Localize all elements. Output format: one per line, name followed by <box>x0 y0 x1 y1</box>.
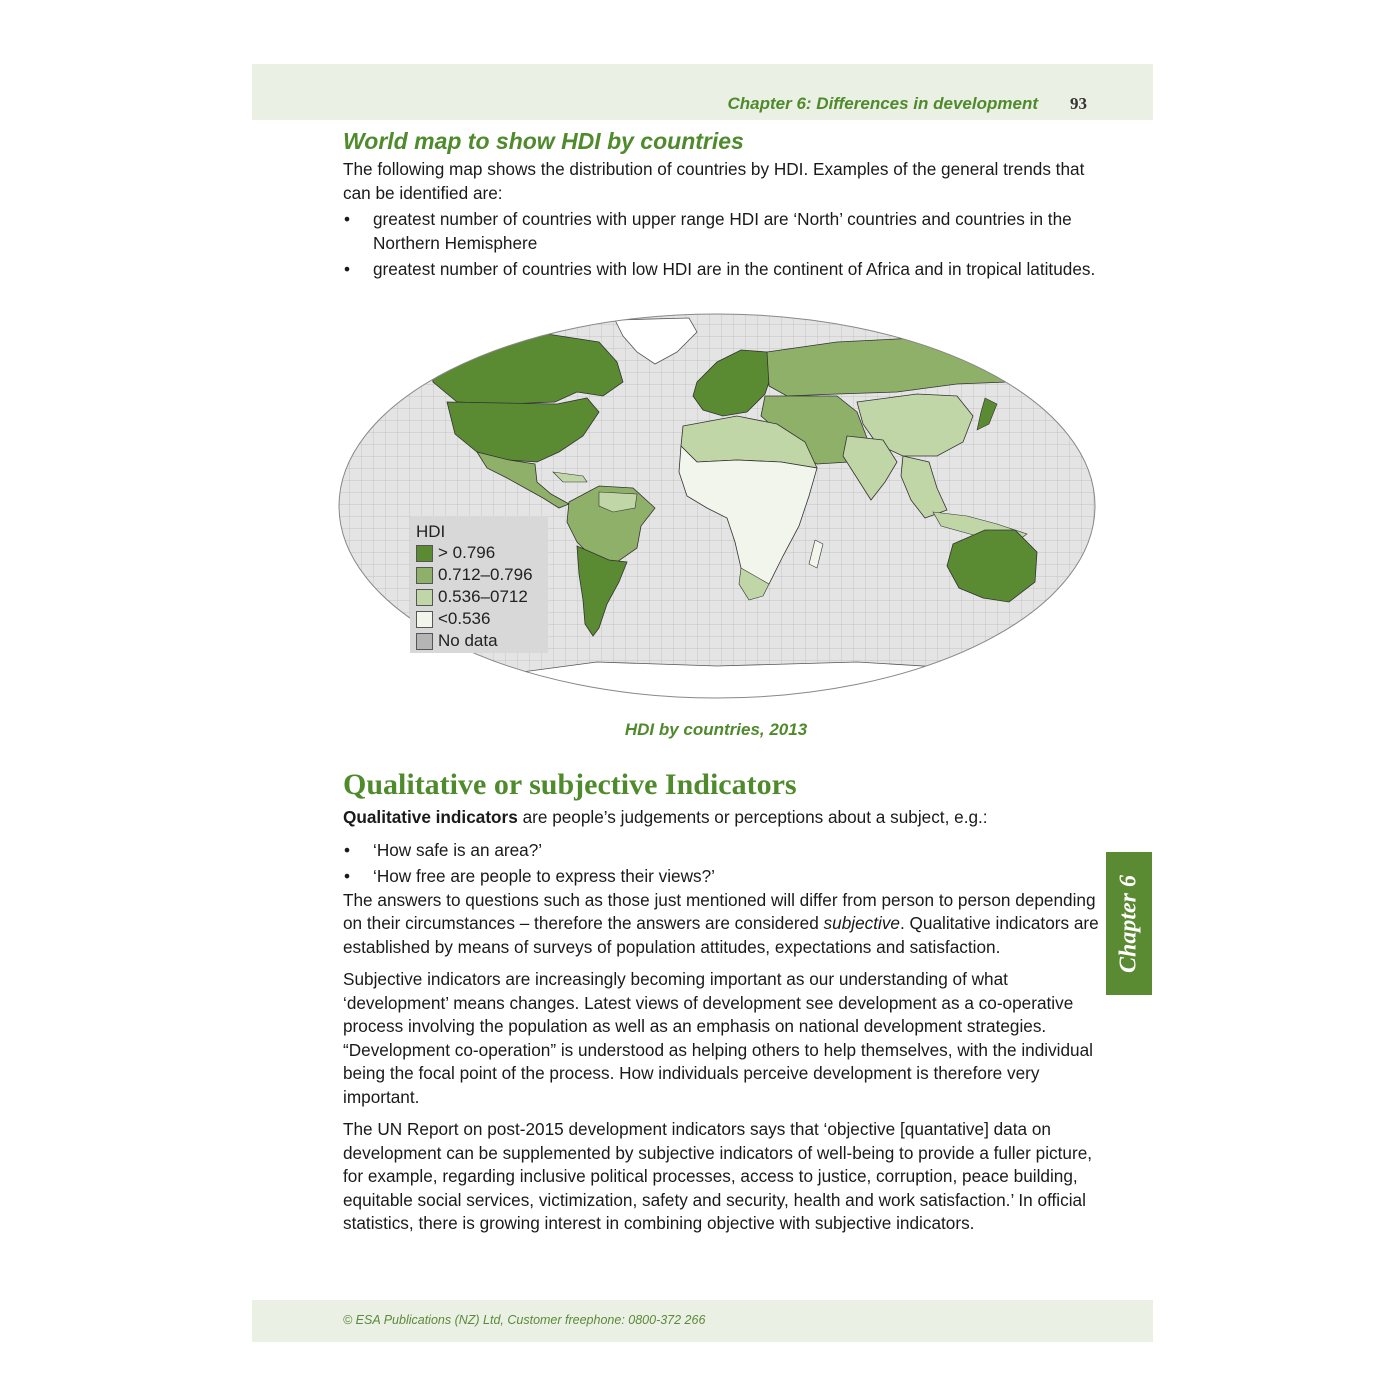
legend-label: No data <box>438 631 498 650</box>
legend-swatch <box>416 545 433 562</box>
legend-item <box>416 542 542 564</box>
canada <box>429 334 623 404</box>
section-intro: The following map shows the distribution of countries by HDI. Examples of the general trends that can be identified are: <box>343 159 1085 203</box>
page-number: 93 <box>1070 94 1087 113</box>
paragraph-subjective-answers <box>343 889 1103 960</box>
list-item: • greatest number of countries with upper range HDI are ‘North’ countries and countries in the Northern Hemisphere <box>343 208 1103 255</box>
map-legend <box>410 516 548 653</box>
legend-swatch <box>416 567 433 584</box>
chapter-tab-label: Chapter 6 <box>1115 874 1142 973</box>
footer-copyright: © ESA Publications (NZ) Ltd, Customer freephone: 0800-372 266 <box>343 1313 706 1327</box>
p1-emphasis: subjective <box>823 913 900 933</box>
section-qualitative-indicators <box>343 806 1103 1236</box>
list-item: • ‘How safe is an area?’ <box>343 839 1103 863</box>
new-zealand <box>1047 596 1067 626</box>
section-title-world-map: World map to show HDI by countries <box>343 128 744 154</box>
trend-list <box>343 208 1103 282</box>
legend-label: > 0.796 <box>438 543 496 562</box>
legend-item <box>416 608 542 630</box>
legend-item <box>416 630 542 652</box>
legend-item <box>416 586 542 608</box>
list-item: • greatest number of countries with low HDI are in the continent of Africa and in tropical latitudes. <box>343 258 1103 282</box>
legend-label: 0.712–0.796 <box>438 565 533 584</box>
p1-text-end: . Qualitative indicators are established by means of surveys of population attitudes, expectations and satisfaction. <box>343 913 1099 957</box>
section-hdi-map <box>343 128 1103 282</box>
legend-swatch <box>416 633 433 650</box>
intro-rest: are people’s judgements or perceptions about a subject, e.g.: <box>517 807 988 827</box>
legend-title: HDI <box>416 522 446 541</box>
legend-swatch <box>416 611 433 628</box>
list-item: • ‘How free are people to express their views?’ <box>343 865 1103 889</box>
chapter-side-tab <box>1106 852 1152 995</box>
qualitative-intro <box>343 806 1103 830</box>
term-qualitative-indicators: Qualitative indicators <box>343 807 518 827</box>
section-title-qualitative: Qualitative or subjective Indicators <box>343 768 797 801</box>
paragraph-un-report: The UN Report on post-2015 development indicators says that ‘objective [quantative] data on development can be supplemented by subjective indicators of well-being to provide a fuller picture, for example, regarding inclusive political processes, access to justice, corruption, peace building, equitable social services, victimization, safety and security, health and work satisfaction.’ In official statistics, there is growing interest in combining objective with subjective indicators. <box>343 1119 1093 1233</box>
legend-item <box>416 564 542 586</box>
p1-text: The answers to questions such as those just mentioned will differ from person to person depending on their circumstances – therefore the answers are considered <box>343 889 1096 933</box>
paragraph-subjective-importance: Subjective indicators are increasingly becoming important as our understanding of what ‘development’ means changes. Latest views of development see development as a co-operative process involving the population as well as an emphasis on national development strategies. “Development co-operation” is understood as helping others to help themselves, with the individual being the focal point of the process. How individuals perceive development is therefore very important. <box>343 969 1093 1107</box>
question-list <box>343 839 1103 889</box>
running-head-chapter-title: Chapter 6: Differences in development <box>727 94 1038 113</box>
legend-label: <0.536 <box>438 609 491 628</box>
legend-label: 0.536–0712 <box>438 587 528 606</box>
legend-swatch <box>416 589 433 606</box>
map-caption: HDI by countries, 2013 <box>624 720 808 739</box>
